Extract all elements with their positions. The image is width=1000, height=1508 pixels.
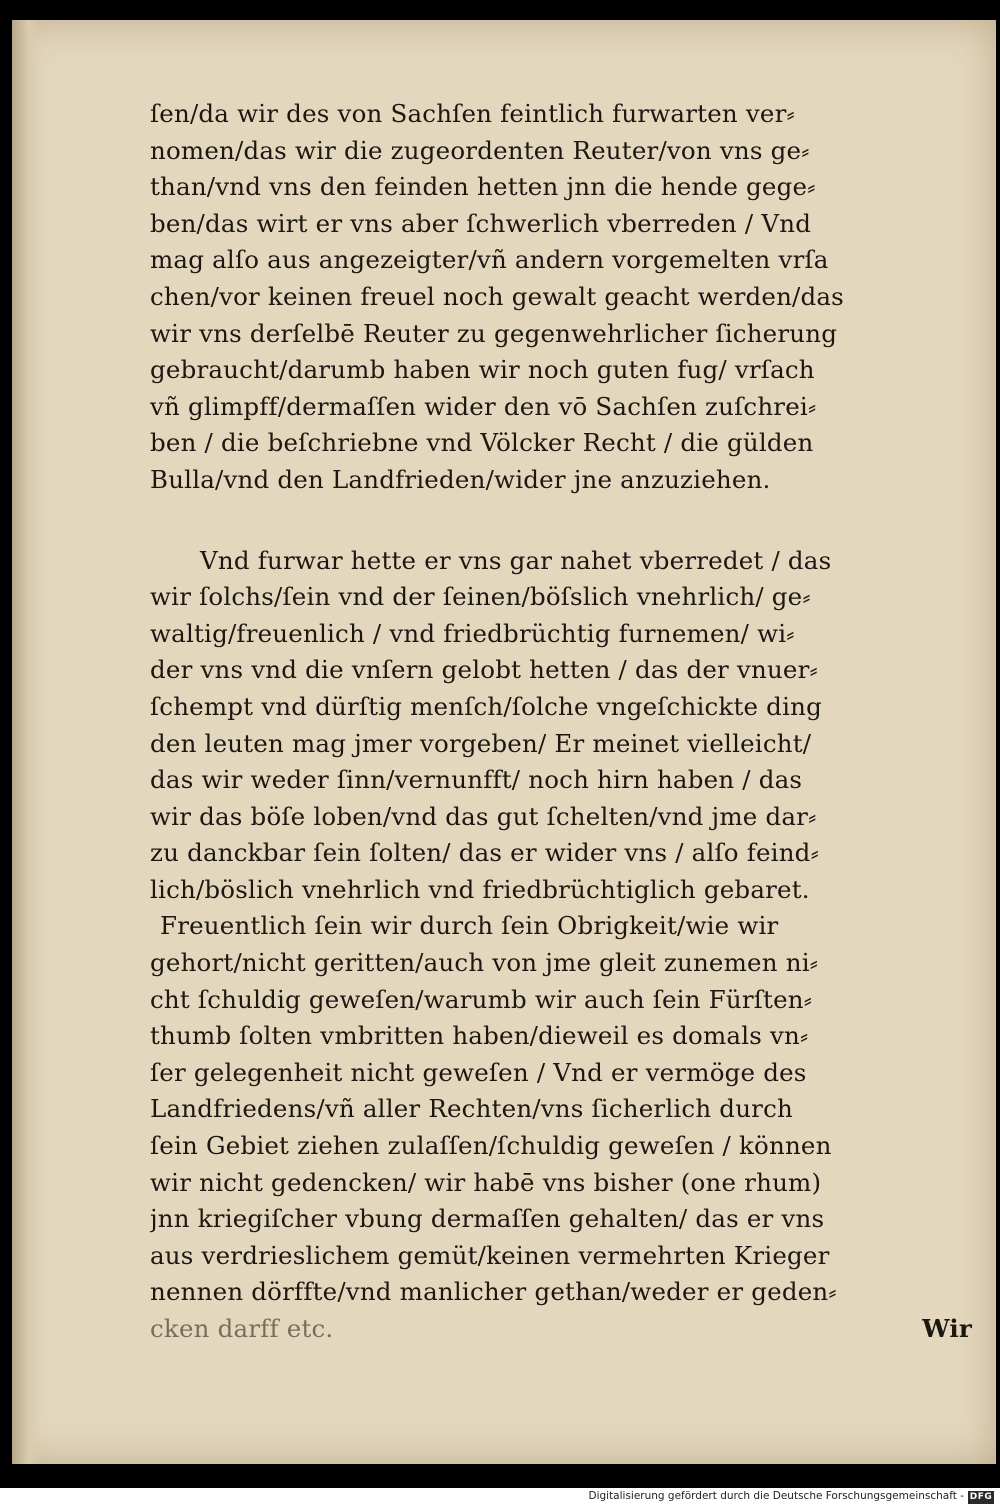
- text-line: aus verdrieslichem gemüt/keinen vermehrten Krieger: [150, 1240, 830, 1270]
- book-page: [12, 20, 996, 1464]
- text-line: ben / die beſchriebne vnd Völcker Recht / die gülden: [150, 428, 814, 458]
- text-line: vñ glimpff/dermaſſen wider den vō Sachſen zuſchrei⸗: [150, 391, 817, 421]
- text-line: wir vns derſelbē Reuter zu gegenwehrlicher ſicherung: [150, 318, 838, 348]
- text-line: jnn kriegiſcher vbung dermaſſen gehalten/ das er vns: [150, 1204, 825, 1234]
- text-line: ben/das wirt er vns aber ſchwerlich vberreden / Vnd: [150, 208, 812, 238]
- paragraph-3: [150, 908, 976, 1347]
- paragraph-1: [150, 96, 976, 499]
- text-line: waltig/freuenlich / vnd friedbrüchtig furnemen/ wi⸗: [150, 618, 795, 648]
- text-line: Landfriedens/vñ aller Rechten/vns ſicherlich durch: [150, 1094, 793, 1124]
- text-line: den leuten mag jmer vorgeben/ Er meinet vielleicht/: [150, 728, 812, 758]
- page-text-block: [150, 96, 976, 1348]
- catchword: Wir: [922, 1314, 972, 1343]
- text-line: cht ſchuldig geweſen/warumb wir auch ſein Fürſten⸗: [150, 984, 813, 1014]
- text-line: gebraucht/darumb haben wir noch guten fug/ vrſach: [150, 355, 815, 385]
- text-line: than/vnd vns den feinden hetten jnn die hende gege⸗: [150, 172, 816, 202]
- page-gutter-shadow: [12, 20, 40, 1464]
- footer-credit: Digitalisierung gefördert durch die Deutsche Forschungsgemeinschaft -: [588, 1490, 964, 1502]
- final-line-row: [150, 1311, 976, 1348]
- text-line-faded: cken darff etc.: [150, 1314, 334, 1343]
- text-line: wir das böſe loben/vnd das gut ſchelten/vnd jme dar⸗: [150, 801, 817, 831]
- text-line: ſchempt vnd dürſtig menſch/ſolche vngeſchickte ding: [150, 691, 822, 721]
- text-line: wir ſolchs/ſein vnd der ſeinen/böſslich vnehrlich/ ge⸗: [150, 582, 811, 612]
- dfg-logo-icon: DFG: [969, 1492, 993, 1502]
- text-line: nomen/das wir die zugeordenten Reuter/von vns ge⸗: [150, 135, 810, 165]
- text-line: gehort/nicht geritten/auch von jme gleit zunemen ni⸗: [150, 948, 819, 978]
- text-line: Bulla/vnd den Landfrieden/wider jne anzuziehen.: [150, 464, 771, 494]
- paragraph-2: [150, 543, 976, 909]
- text-line: chen/vor keinen freuel noch gewalt geacht werden/das: [150, 281, 844, 311]
- text-line: der vns vnd die vnſern gelobt hetten / das der vnuer⸗: [150, 655, 818, 685]
- text-line: ſen/da wir des von Sachſen feintlich furwarten ver⸗: [150, 99, 795, 128]
- text-line: das wir weder ſinn/vernunfft/ noch hirn haben / das: [150, 765, 803, 795]
- text-line: thumb ſolten vmbritten haben/dieweil es domals vn⸗: [150, 1021, 809, 1051]
- text-line: mag alſo aus angezeigter/vñ andern vorgemelten vrſa: [150, 245, 829, 275]
- text-line: wir nicht gedencken/ wir habē vns bisher (one rhum): [150, 1167, 822, 1197]
- text-line: lich/böslich vnehrlich vnd friedbrüchtiglich gebaret.: [150, 874, 810, 904]
- text-line: ſein Gebiet ziehen zulaſſen/ſchuldig geweſen / können: [150, 1131, 832, 1161]
- text-line: nennen dörffte/vnd manlicher gethan/weder er geden⸗: [150, 1277, 837, 1307]
- text-line: ſer gelegenheit nicht geweſen / Vnd er vermöge des: [150, 1057, 807, 1087]
- text-line: zu danckbar ſein ſolten/ das er wider vns / alſo feind⸗: [150, 838, 819, 868]
- text-line: Freuentlich ſein wir durch ſein Obrigkeit/wie wir: [160, 911, 779, 941]
- text-line: Vnd furwar hette er vns gar nahet vberredet / das: [200, 545, 832, 575]
